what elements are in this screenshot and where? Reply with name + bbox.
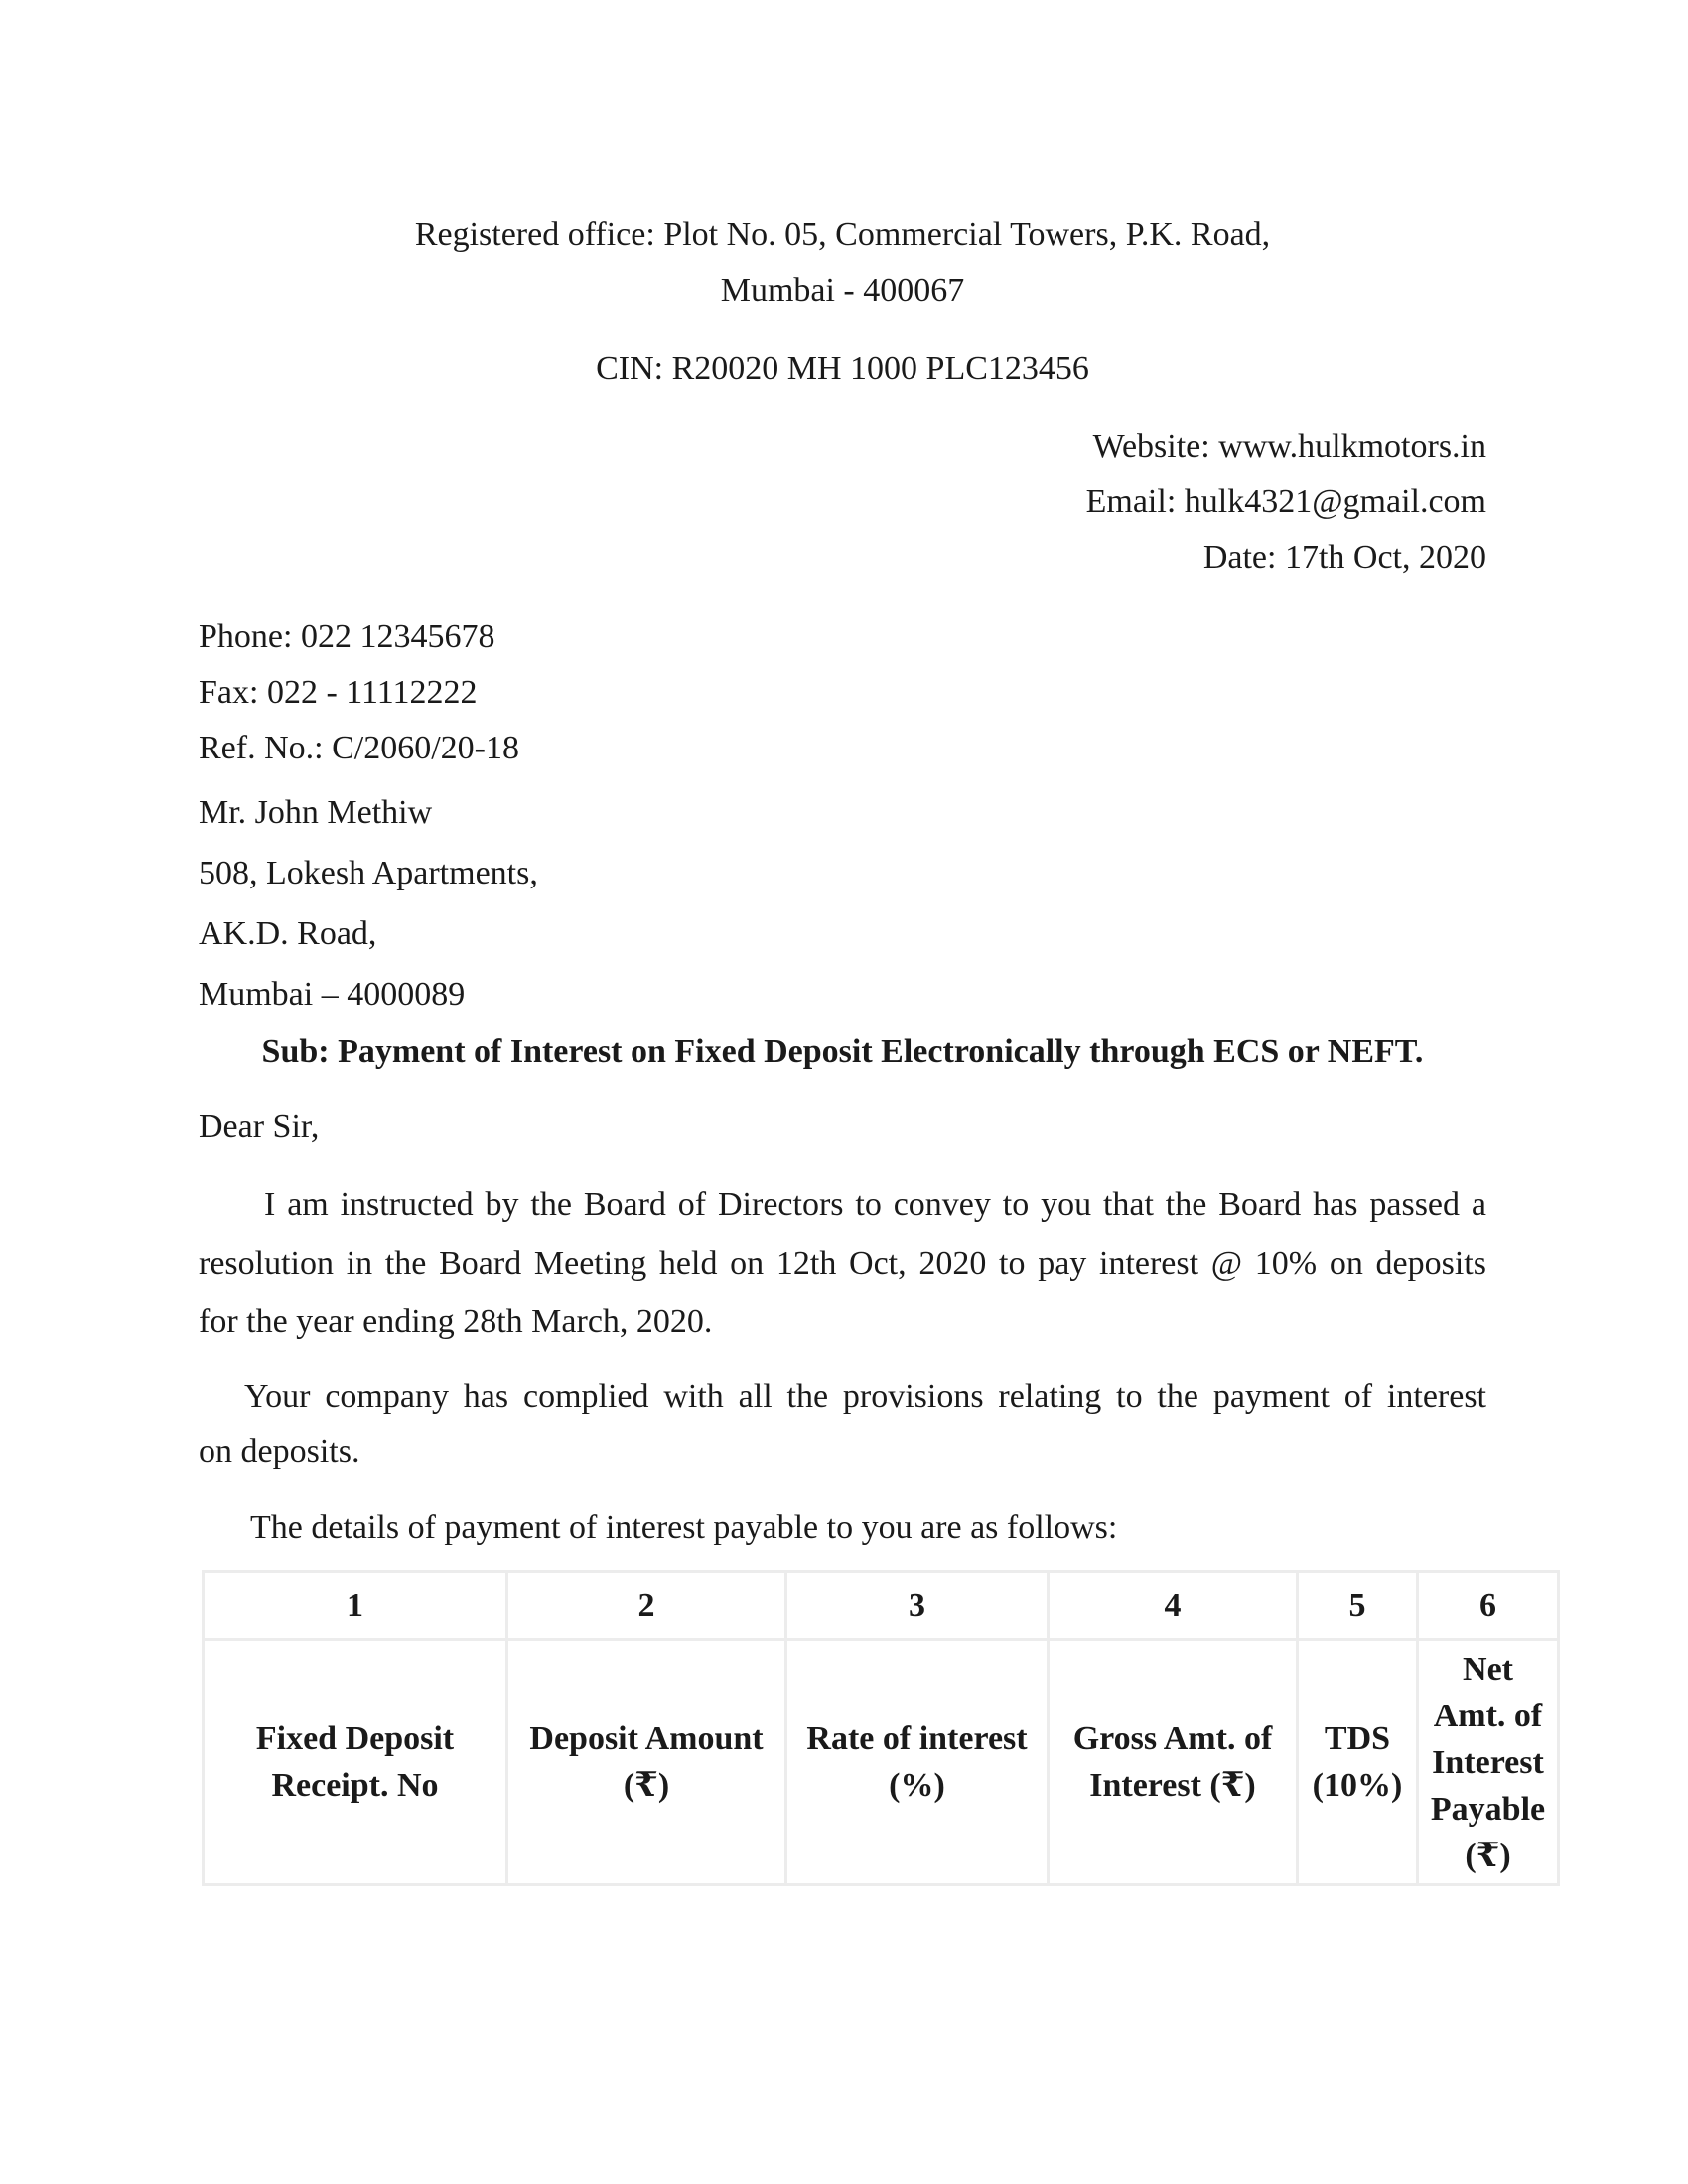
column-number-cell: 4 [1049,1572,1298,1640]
column-header-cell: Rate of interest (%) [786,1640,1049,1885]
recipient-block [199,782,1486,1024]
body-paragraph-3: The details of payment of interest payable to you are as follows: [250,1509,1118,1546]
date-line: Date: 17th Oct, 2020 [1202,539,1486,576]
email-line: Email: hulk4321@gmail.com [1085,483,1486,520]
paragraph-line: for the year ending 28th March, 2020. [199,1303,713,1340]
paragraph-line: Your company has complied with all the provisions relating to the payment of interest [244,1378,1486,1415]
registered-office-line1: Registered office: Plot No. 05, Commercial Towers, P.K. Road, [414,216,1271,253]
column-number-cell: 5 [1298,1572,1418,1640]
column-number-cell: 1 [204,1572,507,1640]
column-number-cell: 2 [507,1572,786,1640]
subject-line: Sub: Payment of Interest on Fixed Deposit Electronically through ECS or NEFT. [261,1033,1424,1070]
registered-office-address [199,207,1486,319]
recipient-address-line: 508, Lokesh Apartments, [199,855,538,891]
phone-line: Phone: 022 12345678 [199,618,495,655]
contact-block [199,610,1486,776]
website-line: Website: www.hulkmotors.in [1092,428,1486,465]
recipient-address-line: AK.D. Road, [199,915,377,952]
column-header-cell: Deposit Amount (₹) [507,1640,786,1885]
fax-line: Fax: 022 - 11112222 [199,674,478,711]
body-paragraph-1 [199,1175,1486,1351]
table-header-row [204,1640,1559,1885]
interest-details-table [202,1570,1560,1886]
column-header-cell: TDS (10%) [1298,1640,1418,1885]
column-number-cell: 6 [1418,1572,1559,1640]
paragraph-line: resolution in the Board Meeting held on 12th Oct, 2020 to pay interest @ 10% on deposits [199,1245,1486,1282]
column-header-cell: Net Amt. of Interest Payable (₹) [1418,1640,1559,1885]
recipient-address-line: Mumbai – 4000089 [199,976,466,1013]
body-paragraph-2 [199,1369,1486,1480]
column-number-cell: 3 [786,1572,1049,1640]
ref-no-line: Ref. No.: C/2060/20-18 [199,730,519,766]
meta-block [199,419,1486,586]
paragraph-line: on deposits. [199,1433,360,1470]
column-header-cell: Fixed Deposit Receipt. No [204,1640,507,1885]
registered-office-line2: Mumbai - 400067 [720,272,965,309]
paragraph-line: I am instructed by the Board of Directors to convey to you that the Board has passed a [264,1186,1486,1223]
cin-line: CIN: R20020 MH 1000 PLC123456 [596,350,1089,387]
recipient-name: Mr. John Methiw [199,794,433,831]
table-column-number-row [204,1572,1559,1640]
salutation: Dear Sir, [199,1108,320,1145]
column-header-cell: Gross Amt. of Interest (₹) [1049,1640,1298,1885]
